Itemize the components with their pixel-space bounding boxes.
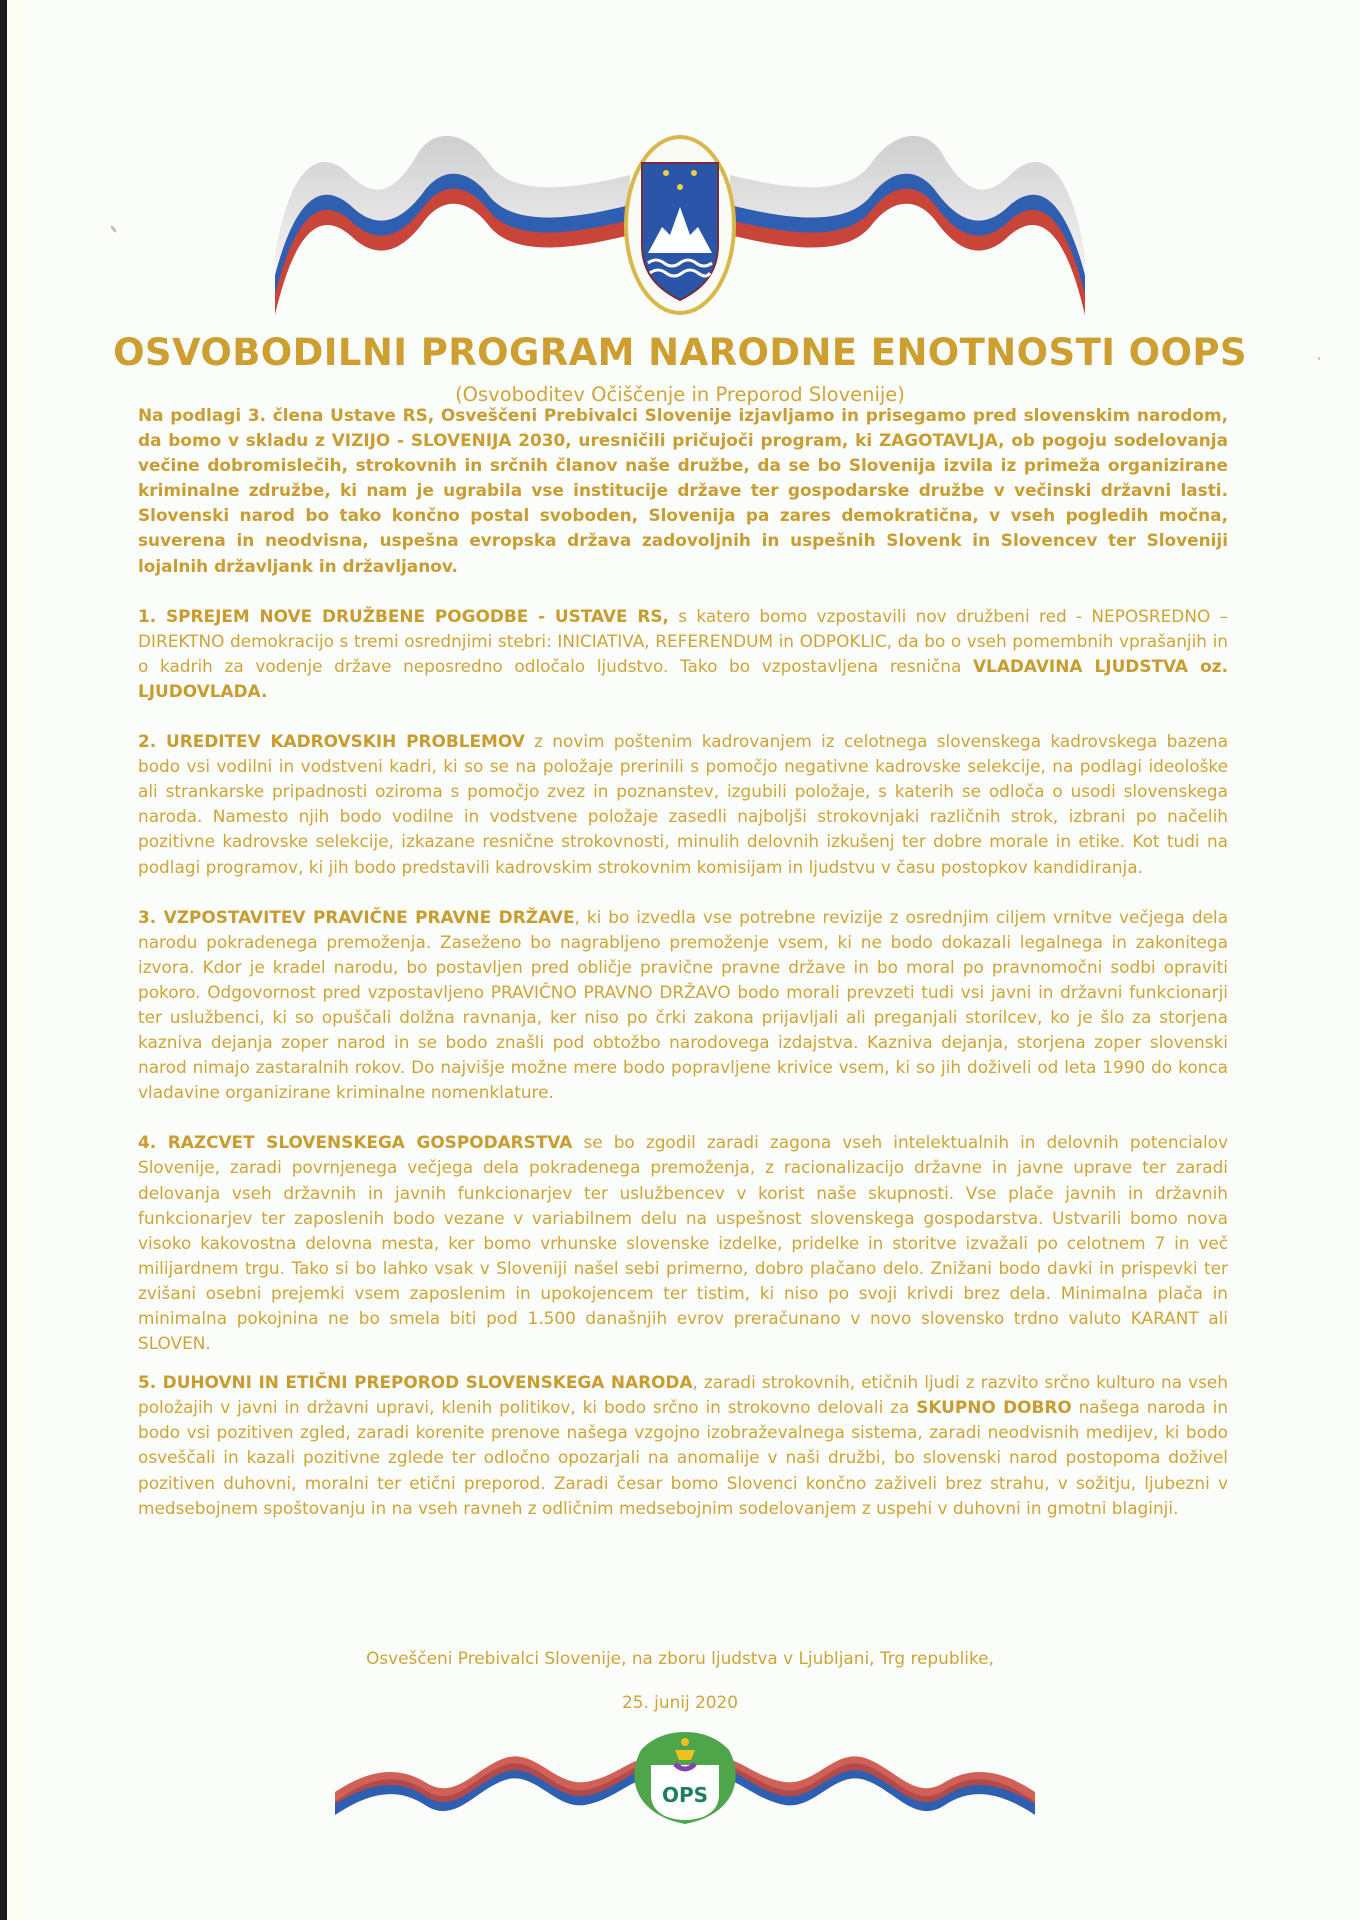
slovenian-coat-of-arms-icon <box>250 135 1110 315</box>
twisted-ribbon-left <box>335 1756 655 1815</box>
scan-paper-strip <box>7 0 25 1920</box>
section-3 <box>138 905 1228 1106</box>
document-subtitle: (Osvoboditev Očiščenje in Preporod Slovenije) <box>455 383 905 406</box>
section-2-heading: 2. UREDITEV KADROVSKIH PROBLEMOV <box>138 731 525 752</box>
section-1-heading: 1. SPREJEM NOVE DRUŽBENE POGODBE - USTAVE RS, <box>138 605 669 626</box>
section-1 <box>138 604 1228 704</box>
document-date: 25. junij 2020 <box>621 1692 739 1712</box>
section-1-text: s katero bomo vzpostavili nov družbeni red - NEPOSREDNO – DIREKTNO demokracijo s tremi osrednjimi stebri: INICIATIVA, REFERENDUM in ODPOKLIC, da bo o vseh pomembnih vprašanjih in o kadrih za vodenje države neposredno odločalo ljudstvo. Tako bo vzpostavljena resnična <box>138 605 1228 676</box>
section-2 <box>138 729 1228 880</box>
section-5-emphasis: SKUPNO DOBRO <box>916 1397 1072 1418</box>
twisted-ribbon-right <box>715 1756 1035 1815</box>
section-3-heading: 3. VZPOSTAVITEV PRAVIČNE PRAVNE DRŽAVE <box>138 906 575 927</box>
section-4-text: se bo zgodil zaradi zagona vseh intelektualnih in delovnih potencialov Slovenije, zaradi povrnjenega večjega dela pokradenega premoženja, z racionalizacijo državne in javne uprave ter zaradi delovanja vseh državnih in javnih funkcionarjev ter uslužbencev v korist naše skupnosti. Vse plače javnih in državnih funkcionarjev ter zaposlenih bodo vezane v variabilnem delu na uspešnost slovenskega gospodarstva. Ustvarili bomo nova visoko kakovostna delovna mesta, ker bomo vrhunske slovenske izdelke, pridelke in storitve izvažali po celotnem 7 in več milijardnem trgu. Tako si bo lahko vsak v Sloveniji našel sebi primerno, dobro plačano delo. Znižani bodo davki in prispevki ter zvišani osebni prejemki vsem zaposlenim in upokojencem ter tistim, ki niso po svoji krivdi brez dela. Minimalna plača in minimalna pokojnina ne bo smela biti pod 1.500 današnjih evrov preračunano v novo slovensko trdno valuto KARANT ali SLOVEN. <box>138 1132 1228 1354</box>
ops-logo-label: OPS <box>661 1783 709 1807</box>
document-title: OSVOBODILNI PROGRAM NARODNE ENOTNOSTI OOPS <box>113 331 1247 374</box>
section-5-text-after: našega naroda in bodo vsi pozitiven zgled, zaradi korenite prenove našega vzgojno izobraževalnega sistema, zaradi neodvisnih medijev, ki bodo osveščali in kazali pozitivne zglede ter odločno opozarjali na anomalije v naši družbi, bo slovenski narod postopoma doživel pozitiven duhovni, moralni ter etični preporod. Zaradi česar bomo Slovenci končno zaživeli brez strahu, v sožitju, ljubezni v medsebojnem spoštovanju in na vseh ravneh z odličnim medsebojnim sodelovanjem z uspehi v duhovni in gmotni blaginji. <box>138 1397 1229 1518</box>
section-5 <box>138 1370 1228 1521</box>
scan-speck <box>110 225 117 233</box>
section-5-heading: 5. DUHOVNI IN ETIČNI PREPOROD SLOVENSKEGA NARODA <box>138 1372 693 1393</box>
section-2-text: z novim poštenim kadrovanjem iz celotnega slovenskega kadrovskega bazena bodo vsi vodilni in vodstveni kadri, ki so se na položaje prerinili s pomočjo negativne kadrovske selekcije, na podlagi ideološke ali strankarske pripadnosti oziroma s pomočjo zvez in poznanstev, izgubili položaje, s katerih se odloča o usodi slovenskega naroda. Namesto njih bodo vodilne in vodstvene položaje zasedli najboljši strokovnjaki različnih strok, izbrani po načelih pozitivne kadrovske selekcije, izkazane resnične strokovnosti, minulih delovnih izkušenj ter dobre morale in etike. Kot tudi na podlagi programov, ki jih bodo predstavili kadrovskim strokovnim komisijam in ljudstvu v času postopkov kandidiranja. <box>138 731 1228 877</box>
section-1-emphasis: VLADAVINA LJUDSTVA oz. LJUDOVLADA. <box>138 655 1228 701</box>
section-5-text: , zaradi strokovnih, etičnih ljudi z razvito srčno kulturo na vseh položajih v javni in državni upravi, klenih politikov, ki bodo srčno in strokovno delovali za <box>138 1372 1228 1418</box>
section-4 <box>138 1130 1228 1356</box>
flag-ribbon-left <box>275 136 630 315</box>
intro-paragraph: Na podlagi 3. člena Ustave RS, Osveščeni Prebivalci Slovenije izjavljamo in prisegamo pred slovenskim narodom, da bomo v skladu z VIZIJO - SLOVENIJA 2030, uresničili pričujoči program, ki ZAGOTAVLJA, ob pogoju sodelovanja večine dobromislečih, strokovnih in srčnih članov naše družbe, da se bo Slovenija izvila iz primeža organizirane kriminalne združbe, ki nam je ugrabila vse institucije države ter gospodarske družbe v večinski državni lasti. Slovenski narod bo tako končno postal svoboden, Slovenija pa zares demokratična, v vseh pogledih močna, suverena in neodvisna, uspešna evropska država zadovoljnih in uspešnih Slovenk in Slovencev ter Sloveniji lojalnih državljank in državljanov. <box>138 405 1228 576</box>
section-3-text: , ki bo izvedla vse potrebne revizije z osrednjim ciljem vrnitve večjega dela narodu pokradenega premoženja. Zaseženo bo nagrabljeno premoženje vsem, ki ne bodo dokazali legalnega in zakonitega izvora. Kdor je kradel narodu, bo postavljen pred obličje pravične pravne države in bo moral po pravnomočni sodbi opraviti pokoro. Odgovornost pred vzpostavljeno PRAVIČNO PRAVNO DRŽAVO bodo morali prevzeti tudi vsi javni in državni funkcionarji ter uslužbenci, ki so opuščali dolžna ravnanja, ker niso po črki zakona prijavljali ali preganjali storilcev, ko je šlo za storjena kazniva dejanja zoper narod in se bodo znašli pod obtožbo narodovega izdajstva. Kazniva dejanja, storjena zoper slovenski narod nimajo zastaralnih rokov. Do najvišje možne mere bodo popravljene krivice vsem, ki so jih doživeli od leta 1990 do konca vladavine organizirane kriminalne nomenklature. <box>138 906 1229 1103</box>
ops-logo-icon <box>325 1720 1045 1830</box>
section-4-heading: 4. RAZCVET SLOVENSKEGA GOSPODARSTVA <box>138 1132 573 1153</box>
scan-speck <box>1318 357 1320 360</box>
document-body <box>138 403 1228 1521</box>
scan-border-left <box>0 0 7 1920</box>
flag-ribbon-right <box>730 136 1085 315</box>
closing-signature: Osveščeni Prebivalci Slovenije, na zboru ljudstva v Ljubljani, Trg republike, <box>366 1648 994 1668</box>
